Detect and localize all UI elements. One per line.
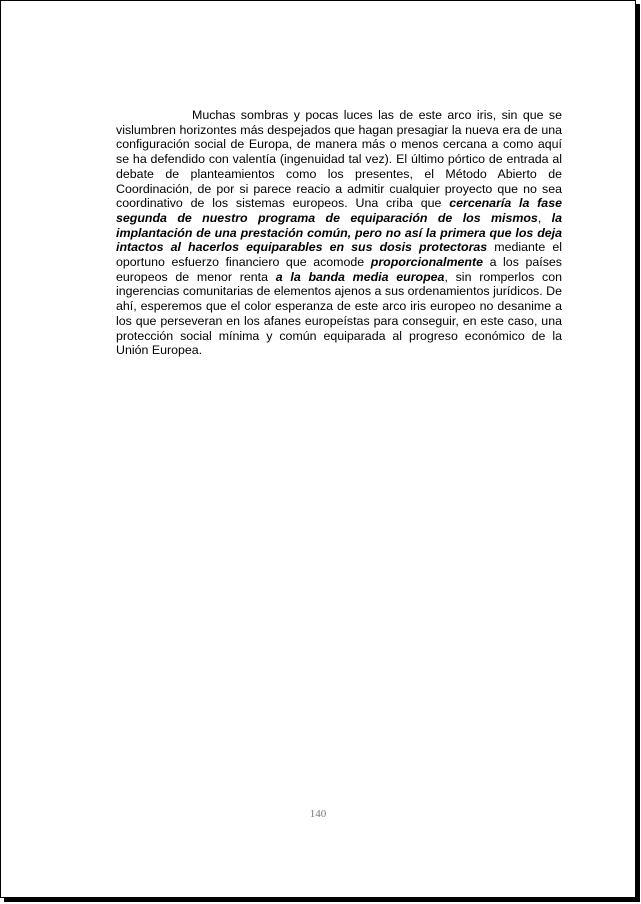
emphasis-segment-3: proporcionalmente bbox=[370, 255, 483, 270]
page-number: 140 bbox=[309, 808, 327, 820]
emphasis-segment-4: a la banda media europea bbox=[275, 269, 445, 284]
text-segment-5: , sin romperlos con ingerencias comunitarias de elementos ajenos a sus ordenamientos jurídicos. De ahí, esperemos que el color esperanza de este arco iris europeo no desanime a los que perseveran en los afanes europeístas para conseguir, en este caso, una protección social mínima y común equiparada al progreso económico de la Unión Europea. bbox=[116, 269, 562, 358]
emphasis-segment-2: la implantación de una prestación común, pero no así la primera que los deja intactos al hacerlos equiparables en sus dosis protectoras bbox=[116, 210, 562, 255]
page-shadow-bottom bbox=[4, 898, 640, 902]
text-segment-4: a los países europeos de menor renta bbox=[116, 255, 562, 284]
body-paragraph bbox=[116, 108, 562, 358]
text-segment-3: mediante el oportuno esfuerzo financiero que acomode bbox=[116, 240, 562, 270]
emphasis-segment-1: cercenaría la fase segunda de nuestro programa de equiparación de los mismos bbox=[116, 196, 562, 225]
text-segment-2: , bbox=[537, 210, 552, 225]
page-shadow-right bbox=[636, 4, 640, 902]
text-segment-1: Muchas sombras y pocas luces las de este arco iris, sin que se vislumbren horizontes más despejados que hagan presagiar la nueva era de una configuración social de Europa, de manera más o menos cercana a como aquí se ha defendido con valentía (ingenuidad tal vez). El último pórtico de entrada al debate de planteamientos como los presentes, el Método Abierto de Coordinación, de por si parece reacio a admitir cualquier proyecto que no sea coordinativo de los sistemas europeos. Una criba que bbox=[116, 108, 562, 211]
